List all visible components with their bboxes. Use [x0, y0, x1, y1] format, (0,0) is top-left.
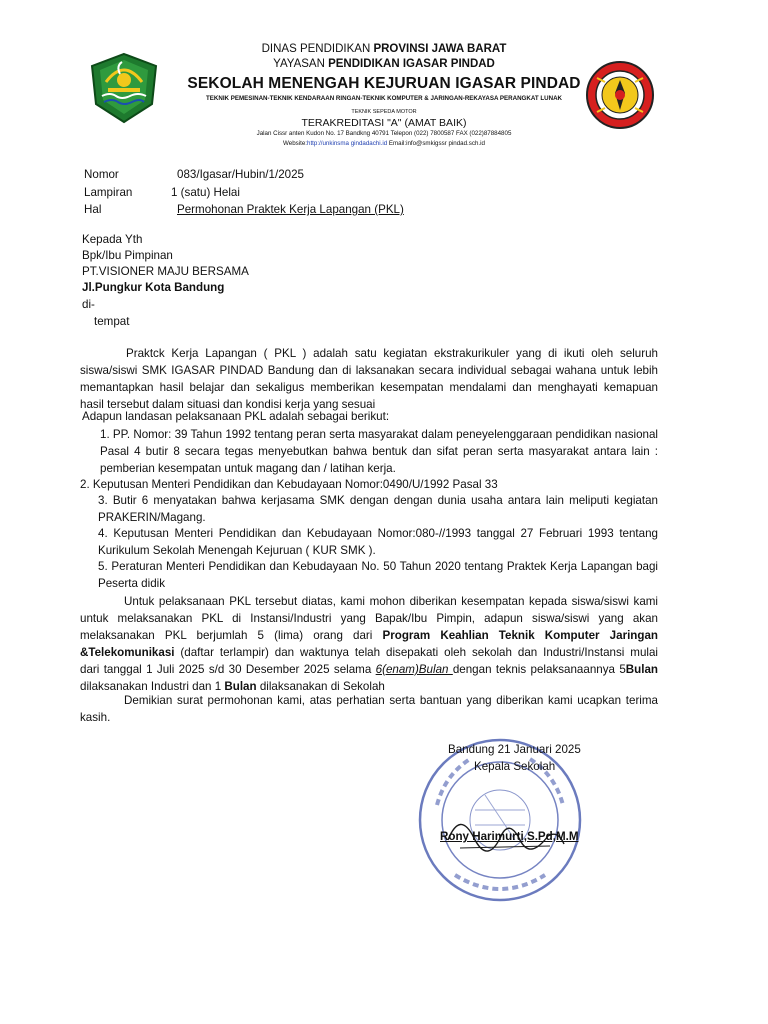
- basis-item-4-line-2: Kurikulum Sekolah Menengah Kejuruan ( KUR SMK ).: [98, 544, 376, 557]
- closing-line-2: kasih.: [80, 711, 111, 724]
- header-foundation-line: YAYASAN PENDIDIKAN IGASAR PINDAD: [273, 58, 495, 70]
- recipient-di: di-: [82, 298, 95, 311]
- hal-value: Permohonan Praktek Kerja Lapangan (PKL): [177, 203, 404, 216]
- basis-item-5-line-2: Peserta didik: [98, 577, 166, 590]
- basis-item-3-line-2: PRAKERIN/Magang.: [98, 511, 206, 524]
- nomor-value: 083/Igasar/Hubin/1/2025: [177, 168, 304, 181]
- basis-item-2: 2. Keputusan Menteri Pendidikan dan Kebudayaan Nomor:0490/U/1992 Pasal 33: [80, 478, 498, 491]
- request-line-3: melaksanakan PKL berjumlah 5 (lima) orang dari Program Keahlian Teknik Komputer Jaringan: [80, 629, 658, 642]
- request-line-5: dari tanggal 1 Juli 2025 s/d 30 Desember 2025 selama 6(enam)Bulan dengan teknis pelaksanaannya 5Bulan: [80, 663, 658, 676]
- school-name: SEKOLAH MENENGAH KEJURUAN IGASAR PINDAD: [187, 75, 581, 92]
- intro-line-4: hasil tersebut dalam situasi dan kondisi kerja yang sesuai: [80, 398, 376, 411]
- lampiran-label: Lampiran: [84, 186, 133, 199]
- basis-item-4: [98, 525, 658, 559]
- basis-item-1-line-1: 1. PP. Nomor: 39 Tahun 1992 tentang peran serta masyarakat dalam peneyelenggaraan pendidikan nasional: [100, 428, 658, 441]
- signature-place-date: Bandung 21 Januari 2025: [448, 743, 581, 756]
- closing-line-1: Demikian surat permohonan kami, atas perhatian serta bantuan yang diberikan kami ucapkan terima: [124, 694, 658, 707]
- lampiran-value: 1 (satu) Helai: [171, 186, 240, 199]
- intro-line-2: siswa/siswi SMK IGASAR PINDAD Bandung dan di laksanakan secara individual sebagai wahana untuk lebih: [80, 364, 658, 377]
- basis-item-1: [100, 426, 658, 477]
- recipient-greeting: Kepada Yth: [82, 233, 143, 246]
- jawa-barat-logo: [86, 52, 162, 124]
- signature-position: Kepala Sekolah: [474, 760, 556, 773]
- closing-paragraph: [80, 692, 658, 726]
- accreditation: TERAKREDITASI "A" (AMAT BAIK): [301, 117, 467, 129]
- basis-item-5: [98, 558, 658, 592]
- school-programs: TEKNIK PEMESINAN-TEKNIK KENDARAAN RINGAN-TEKNIK KOMPUTER & JARINGAN-REKAYASA PERANGKAT LUNAK: [205, 95, 563, 102]
- intro-paragraph: [80, 345, 658, 413]
- school-address: Jalan Cissr anten Kudon No. 17 Bandkng 40791 Telepon (022) 7800587 FAX (022)87884805: [256, 130, 512, 137]
- request-line-2: untuk melaksanakan PKL di Instansi/Industri yang Bapak/Ibu Pimpin, adapun siswa/siswi yang akan: [80, 612, 658, 625]
- basis-item-3-line-1: 3. Butir 6 menyatakan bahwa kerjasama SMK dengan dengan dunia usaha antara lain meliputi kegiatan: [98, 494, 658, 507]
- request-line-6: dilaksanakan Industri dan 1 Bulan dilaksanakan di Sekolah: [80, 680, 385, 693]
- school-programs-2: TEKNIK SEPEDA MOTOR: [351, 109, 417, 115]
- recipient-company: PT.VISIONER MAJU BERSAMA: [82, 265, 249, 278]
- recipient-address: Jl.Pungkur Kota Bandung: [82, 281, 225, 294]
- request-paragraph: [80, 593, 658, 695]
- basis-item-3: [98, 492, 658, 526]
- basis-item-1-line-2: Pasal 4 butir 8 secara tegas menyebutkan bahwa bentuk dan sifat peran serta masyarakat antara lain :: [100, 445, 658, 458]
- recipient-place: tempat: [94, 315, 130, 328]
- basis-intro: Adapun landasan pelaksanaan PKL adalah sebagai berikut:: [82, 410, 390, 423]
- intro-line-3: memantapkan hasil belajar dan sekaligus memberikan kesempatan mendalami dan menghayati kemapuan: [80, 381, 658, 394]
- recipient-title: Bpk/Ibu Pimpinan: [82, 249, 173, 262]
- request-line-1: Untuk pelaksanaan PKL tersebut diatas, kami mohon diberikan kesempatan kepada siswa/siswi kami: [124, 595, 658, 608]
- nomor-label: Nomor: [84, 168, 119, 181]
- website-link[interactable]: http://unkinsma gindadachi.id: [307, 140, 388, 147]
- header-agency-line: DINAS PENDIDIKAN PROVINSI JAWA BARAT: [261, 43, 507, 55]
- request-line-4: &Telekomunikasi (daftar terlampir) dan waktunya telah disepakati oleh sekolah dan Industri/Instansi mulai: [80, 646, 658, 659]
- basis-item-5-line-1: 5. Peraturan Menteri Pendidikan dan Kebudayaan No. 50 Tahun 2020 tentang Praktek Kerja Lapangan bagi: [98, 560, 658, 573]
- basis-item-1-line-3: pemberian kesempatan untuk magang dan / latihan kerja.: [100, 462, 396, 475]
- intro-line-1: Praktck Kerja Lapangan ( PKL ) adalah satu kegiatan ekstrakurikuler yang di ikuti oleh seluruh: [126, 347, 658, 360]
- igasar-pindad-logo: [585, 60, 655, 130]
- signature-name: Rony Harimurti,S.Pd,M.M: [440, 830, 579, 843]
- basis-item-4-line-1: 4. Keputusan Menteri Pendidikan dan Kebudayaan Nomor:080-//1993 tanggal 27 Februari 1993 tentang: [98, 527, 658, 540]
- hal-label: Hal: [84, 203, 102, 216]
- school-contact: Website:http://unkinsma gindadachi.id Email:info@smkigssr pindad.sch.id: [283, 140, 485, 147]
